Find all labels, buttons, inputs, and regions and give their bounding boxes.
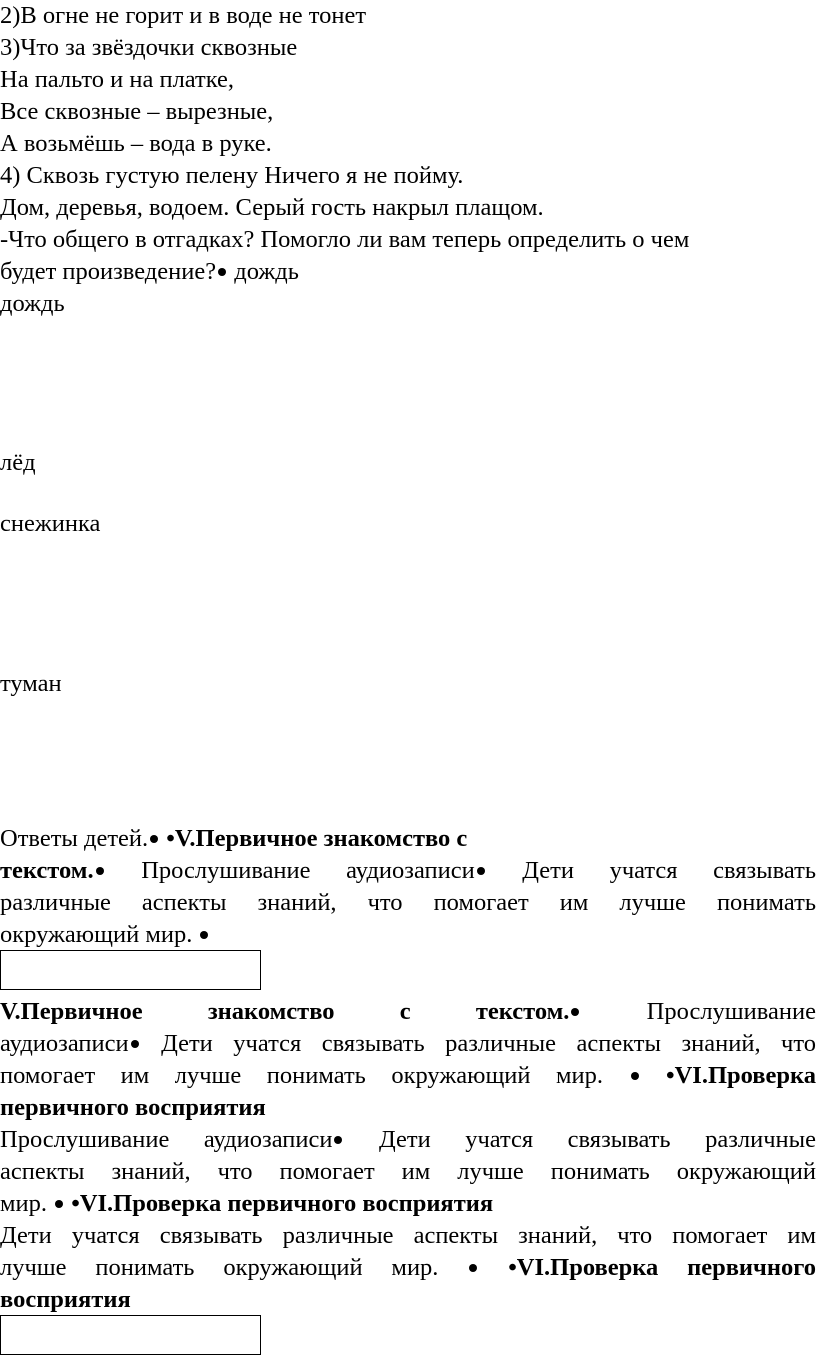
riddle-line: Все сквозные – вырезные, [0, 98, 274, 125]
block2-line: аспекты знаний, что помогает им лучше понимать окружающий [0, 1158, 816, 1185]
block2-line [0, 1060, 816, 1092]
bullet-icon [200, 931, 208, 939]
block1-line: различные аспекты знаний, что помогает им лучше понимать [0, 889, 816, 916]
answer-fog: туман [0, 670, 62, 697]
question-text: будет произведение? [0, 258, 217, 285]
riddle-line: На пальто и на платке, [0, 66, 235, 93]
block2-text: лучше понимать окружающий мир. [0, 1254, 439, 1281]
block2-line [0, 1252, 816, 1284]
riddle-line: Дом, деревья, водоем. Серый гость накрыл плащом. [0, 194, 544, 221]
bullet-icon [477, 867, 485, 875]
block1-line [0, 823, 816, 855]
block2-line [0, 1188, 816, 1220]
block1-line [0, 919, 816, 951]
answer-rain: дождь [0, 290, 65, 317]
block1-text: Прослушивание аудиозаписи [141, 857, 475, 884]
block2-text: помогает им лучше понимать окружающий мир. [0, 1062, 604, 1089]
block2-text: мир. [0, 1190, 47, 1217]
block2-line [0, 1284, 816, 1316]
answer-snowflake: снежинка [0, 510, 101, 537]
block1-line [0, 855, 816, 887]
bullet-icon [334, 1136, 342, 1144]
section-heading: •V.Первичное знакомство с [166, 825, 468, 852]
block1-text: окружающий мир. [0, 921, 193, 948]
riddle-line: 4) Сквозь густую пелену Ничего я не пойму. [0, 162, 464, 189]
section-heading: V.Первичное знакомство с текстом. [0, 998, 570, 1025]
answer-ice: лёд [0, 449, 36, 476]
bullet-icon [55, 1200, 63, 1208]
empty-box [0, 950, 261, 990]
riddle-line: 3)Что за звёздочки сквозные [0, 34, 298, 61]
section-heading: первичного восприятия [0, 1094, 266, 1121]
question-line: -Что общего в отгадках? Помогло ли вам теперь определить о чем [0, 226, 690, 253]
block2-text: Дети учатся связывать различные [378, 1126, 816, 1153]
bullet-icon [150, 835, 158, 843]
bullet-icon [96, 867, 104, 875]
children-answers: Ответы детей. [0, 825, 149, 852]
answer-text: дождь [234, 258, 299, 285]
riddle-line: 2)В огне не горит и в воде не тонет [0, 2, 367, 29]
section-heading: •VI.Проверка [666, 1062, 816, 1089]
bullet-icon [571, 1008, 579, 1016]
section-heading: текстом. [0, 857, 94, 884]
bullet-icon [469, 1264, 477, 1272]
block2-line: Дети учатся связывать различные аспекты знаний, что помогает им [0, 1222, 816, 1249]
riddle-line: А возьмёшь – вода в руке. [0, 130, 272, 157]
empty-box [0, 1315, 261, 1355]
bullet-icon [131, 1040, 139, 1048]
block2-line [0, 1124, 816, 1156]
section-heading: •VI.Проверка первичного восприятия [71, 1190, 494, 1217]
block2-text: аудиозаписи [0, 1030, 129, 1057]
section-heading: •VI.Проверка первичного [508, 1254, 816, 1281]
block2-line [0, 1092, 816, 1124]
block2-line [0, 1028, 816, 1060]
section-heading: восприятия [0, 1286, 131, 1313]
question-line [0, 256, 816, 288]
block2-text: Дети учатся связывать различные аспекты знаний, что [161, 1030, 816, 1057]
block2-text: Прослушивание [646, 998, 816, 1025]
block2-line [0, 996, 816, 1028]
bullet-icon [631, 1072, 639, 1080]
block2-text: Прослушивание аудиозаписи [0, 1126, 333, 1153]
block1-text: Дети учатся связывать [522, 857, 816, 884]
bullet-icon [218, 268, 226, 276]
